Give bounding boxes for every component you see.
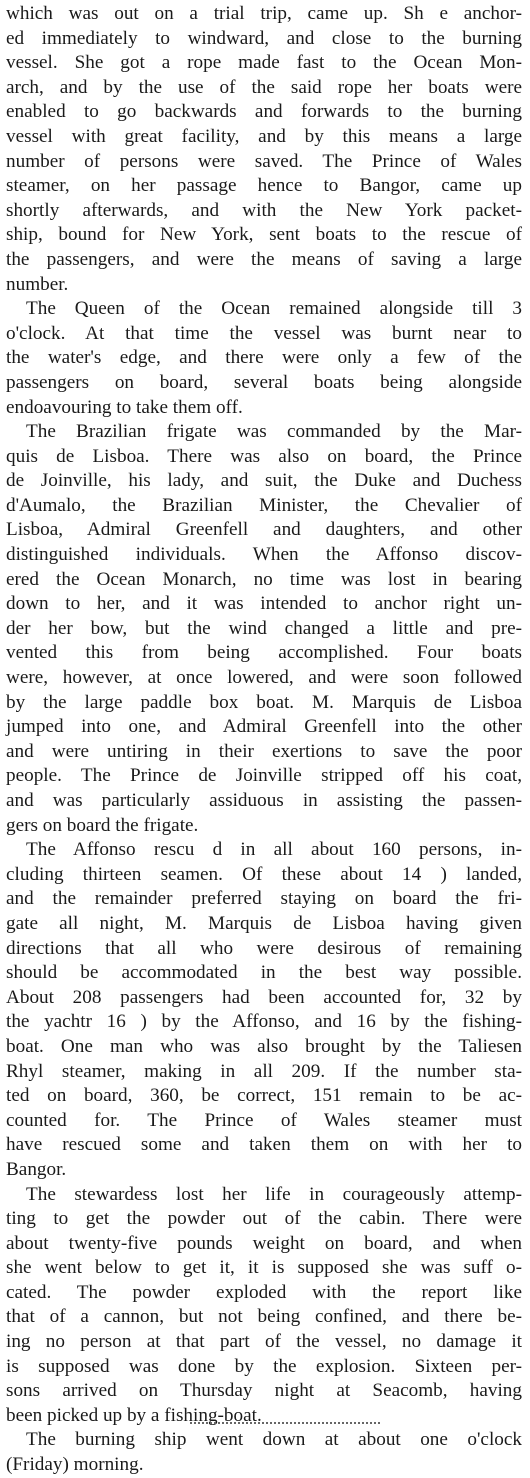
- text-line: quis de Lisboa. There was also on board, the Prince: [6, 445, 522, 467]
- text-line: by the large paddle box boat. M. Marquis de Lisboa: [6, 691, 522, 713]
- article-paragraph: [6, 2, 522, 297]
- text-line: About 208 passengers had been accounted for, 32 by: [6, 986, 522, 1008]
- text-line: ing no person at that part of the vessel, no damage it: [6, 1331, 522, 1353]
- text-line: boat. One man who was also brought by the Taliesen: [6, 1035, 522, 1057]
- text-line: distinguished individuals. When the Affonso discov-: [6, 544, 522, 566]
- text-line: and was particularly assiduous in assisting the passen-: [6, 790, 522, 811]
- text-line: number.: [6, 273, 69, 295]
- text-line: the yachtr 16 ) by the Affonso, and 16 by the fishing-: [6, 1011, 522, 1033]
- next-heading-fragment: [0, 1422, 530, 1426]
- text-line: that of a cannon, but not being confined, and there be-: [6, 1306, 522, 1328]
- text-line: Bangor.: [6, 1158, 67, 1180]
- article-paragraph: [6, 1183, 522, 1429]
- text-line: The burning ship went down at about one o'clock: [26, 1429, 522, 1451]
- article-paragraph: [6, 1428, 522, 1477]
- text-line: der her bow, but the wind changed a little and pre-: [6, 617, 522, 639]
- text-line: have rescued some and taken them on with her to: [6, 1134, 522, 1156]
- text-line: vented this from being accomplished. Four boats: [6, 642, 522, 664]
- text-line: ting to get the powder out of the cabin. There were: [6, 1208, 522, 1230]
- text-line: counted for. The Prince of Wales steamer must: [6, 1109, 522, 1131]
- text-line: The stewardess lost her life in courageously attemp-: [26, 1183, 522, 1205]
- text-line: The Queen of the Ocean remained alongside till 3: [26, 298, 522, 320]
- text-line: jumped into one, and Admiral Greenfell into the other: [6, 716, 522, 738]
- text-line: were, however, at once lowered, and were soon followed: [6, 667, 522, 689]
- text-line: The Brazilian frigate was commanded by the Mar-: [26, 421, 522, 443]
- text-line: ship, bound for New York, sent boats to the rescue of: [6, 224, 522, 246]
- text-line: ed immediately to windward, and close to the burning: [6, 27, 522, 49]
- text-line: de Joinville, his lady, and suit, the Duke and Duchess: [6, 470, 522, 492]
- article-paragraph: [6, 838, 522, 1182]
- text-line: and were untiring in their exertions to save the poor: [6, 740, 522, 762]
- text-line: should be accommodated in the best way possible.: [6, 962, 522, 984]
- text-line: shortly afterwards, and with the New York packet-: [6, 199, 522, 221]
- text-line: ted on board, 360, be correct, 151 remain to be ac-: [6, 1085, 522, 1107]
- text-line: cluding thirteen seamen. Of these about 14 ) landed,: [6, 863, 522, 885]
- text-line: (Friday) morning.: [6, 1454, 144, 1476]
- text-line: been picked up by a fishing-boat.: [6, 1404, 262, 1426]
- text-line: people. The Prince de Joinville stripped off his coat,: [6, 765, 522, 787]
- text-line: sons arrived on Thursday night at Seacomb, having: [6, 1380, 522, 1402]
- article-paragraph: [6, 420, 522, 838]
- text-line: is supposed was done by the explosion. Sixteen per-: [6, 1355, 522, 1377]
- text-line: o'clock. At that time the vessel was burnt near to: [6, 322, 522, 344]
- text-line: Rhyl steamer, making in all 209. If the number sta-: [6, 1060, 522, 1082]
- text-line: the passengers, and were the means of saving a large: [6, 248, 522, 270]
- text-line: which was out on a trial trip, came up. Sh e anchor-: [6, 3, 522, 24]
- text-line: about twenty-five pounds weight on board, and when: [6, 1232, 522, 1254]
- text-line: and the remainder preferred staying on board the fri-: [6, 888, 522, 910]
- text-line: cated. The powder exploded with the report like: [6, 1281, 522, 1303]
- text-line: down to her, and it was intended to anchor right un-: [6, 593, 522, 615]
- text-line: arch, and by the use of the said rope her boats were: [6, 76, 522, 98]
- text-line: ered the Ocean Monarch, no time was lost in bearing: [6, 568, 522, 590]
- text-line: the water's edge, and there were only a few of the: [6, 347, 522, 369]
- text-line: passengers on board, several boats being alongside: [6, 371, 522, 393]
- text-line: Lisboa, Admiral Greenfell and daughters, and other: [6, 519, 522, 541]
- text-line: The Affonso rescu d in all about 160 persons, in-: [26, 839, 522, 861]
- text-line: directions that all who were desirous of remaining: [6, 937, 522, 959]
- text-line: enabled to go backwards and forwards to the burning: [6, 101, 522, 123]
- text-line: gate all night, M. Marquis de Lisboa having given: [6, 912, 522, 934]
- article-paragraph: [6, 297, 522, 420]
- text-line: steamer, on her passage hence to Bangor, came up: [6, 175, 522, 197]
- text-line: gers on board the frigate.: [6, 814, 199, 836]
- text-line: vessel. She got a rope made fast to the Ocean Mon-: [6, 52, 522, 74]
- text-line: d'Aumalo, the Brazilian Minister, the Chevalier of: [6, 494, 522, 516]
- text-line: endoavouring to take them off.: [6, 396, 243, 418]
- text-line: number of persons were saved. The Prince of Wales: [6, 150, 522, 172]
- text-line: she went below to get it, it is supposed she was suff o-: [6, 1257, 522, 1279]
- text-line: vessel with great facility, and by this means a large: [6, 125, 522, 147]
